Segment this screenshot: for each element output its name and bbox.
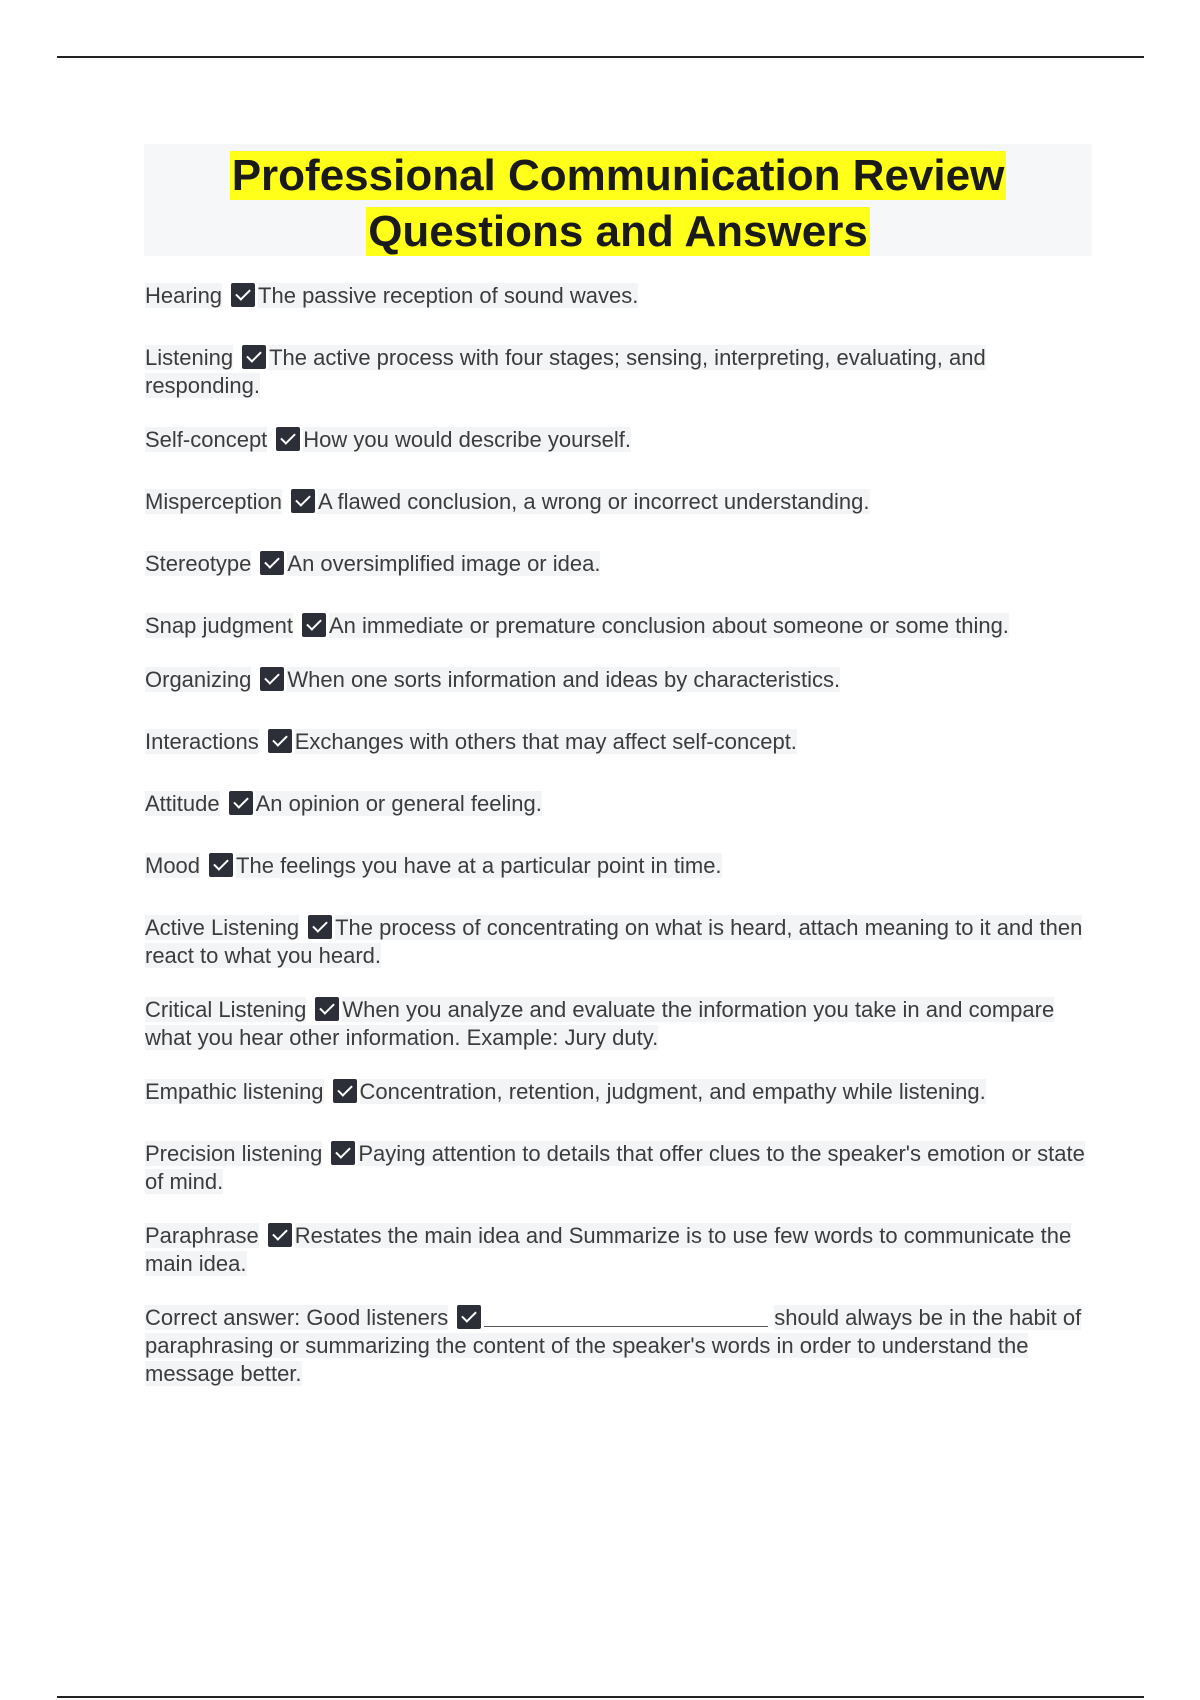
qa-entry [145,612,1085,640]
footer-rule [57,1696,1144,1698]
entry-definition: Exchanges with others that may affect self-concept. [294,729,797,754]
qa-entry [145,488,1085,516]
title-block [144,144,1092,256]
entry-term: Active Listening [145,915,300,940]
entry-term: Mood [145,853,201,878]
qa-entry [145,550,1085,578]
entry-term: Organizing [145,667,252,692]
qa-entry [145,1078,1085,1106]
qa-entry [145,426,1085,454]
entry-term: Self-concept [145,427,268,452]
entry-term: Interactions [145,729,259,754]
qa-entry [145,344,1085,400]
check-box-icon [242,345,266,369]
check-box-icon [302,613,326,637]
title-line-2: Questions and Answers [368,207,868,256]
qa-entry [145,728,1085,756]
check-box-icon [260,667,284,691]
check-box-icon [331,1141,355,1165]
entry-term: Listening [145,345,234,370]
entry-definition: When you analyze and evaluate the information you take in and compare what you hear other information. Example: Jury duty. [145,997,1055,1050]
entry-definition: Concentration, retention, judgment, and empathy while listening. [359,1079,986,1104]
entry-definition: should always be in the habit of paraphrasing or summarizing the content of the speaker's words in order to understand the message better. [145,1305,1082,1386]
check-box-icon [457,1305,481,1329]
qa-entry [145,282,1085,310]
check-box-icon [229,791,253,815]
entry-definition: An opinion or general feeling. [255,791,542,816]
qa-entry [145,996,1085,1052]
check-box-icon [333,1079,357,1103]
entry-definition: When one sorts information and ideas by characteristics. [287,667,841,692]
answer-blank [484,1306,768,1327]
qa-list [145,282,1085,1414]
entry-definition: Restates the main idea and Summarize is to use few words to communicate the main idea. [145,1223,1072,1276]
check-box-icon [268,729,292,753]
header-rule [57,56,1144,58]
entry-definition: How you would describe yourself. [303,427,632,452]
check-box-icon [260,551,284,575]
entry-definition: The passive reception of sound waves. [258,283,639,308]
check-box-icon [291,489,315,513]
check-box-icon [231,283,255,307]
entry-definition: A flawed conclusion, a wrong or incorrect understanding. [317,489,870,514]
qa-entry [145,852,1085,880]
entry-term: Misperception [145,489,282,514]
check-box-icon [315,997,339,1021]
qa-entry [145,790,1085,818]
check-box-icon [209,853,233,877]
entry-term: Attitude [145,791,220,816]
entry-term: Hearing [145,283,223,308]
entry-term: Critical Listening [145,997,307,1022]
check-box-icon [308,915,332,939]
title-line-1: Professional Communication Review [231,151,1005,200]
check-box-icon [268,1223,292,1247]
entry-term: Paraphrase [145,1223,259,1248]
entry-term: Precision listening [145,1141,323,1166]
page-title [144,144,1092,260]
entry-definition: The process of concentrating on what is heard, attach meaning to it and then react to what you heard. [145,915,1083,968]
entry-term: Stereotype [145,551,252,576]
entry-definition: Paying attention to details that offer clues to the speaker's emotion or state of mind. [145,1141,1085,1194]
qa-entry [145,666,1085,694]
qa-entry [145,1140,1085,1196]
entry-definition: An oversimplified image or idea. [287,551,601,576]
qa-entry [145,914,1085,970]
entry-definition: The active process with four stages; sensing, interpreting, evaluating, and responding. [145,345,986,398]
qa-entry [145,1222,1085,1278]
entry-term: Correct answer: Good listeners [145,1305,449,1330]
entry-definition: The feelings you have at a particular point in time. [236,853,722,878]
entry-term: Snap judgment [145,613,293,638]
entry-term: Empathic listening [145,1079,324,1104]
qa-entry [145,1304,1085,1388]
check-box-icon [276,427,300,451]
entry-definition: An immediate or premature conclusion about someone or some thing. [329,613,1009,638]
